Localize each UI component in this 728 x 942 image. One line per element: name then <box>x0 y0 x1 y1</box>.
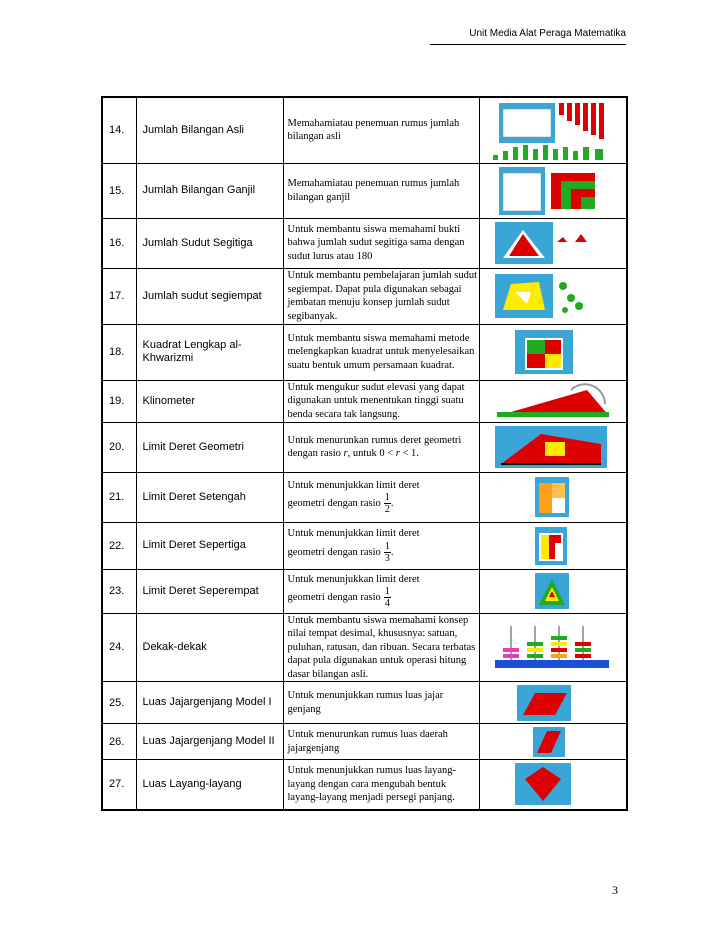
media-picture <box>479 613 627 682</box>
media-description: Untuk membantu siswa memahami metode melengkapkan kuadrat untuk menyelesaikan suatu bentuk umum persamaan kuadrat. <box>283 324 479 380</box>
media-picture <box>479 97 627 163</box>
fraction: $\frac{1}{4}$ <box>384 586 390 610</box>
row-number: 21. <box>102 472 136 522</box>
row-number: 20. <box>102 422 136 472</box>
fraction: $\frac{1}{2}$ <box>384 492 390 516</box>
row-number: 19. <box>102 380 136 422</box>
media-picture <box>479 569 627 613</box>
media-picture <box>479 380 627 422</box>
media-name: Luas Jajargenjang Model I <box>136 682 283 724</box>
row-number: 27. <box>102 760 136 810</box>
table-row <box>102 569 627 613</box>
row-number: 15. <box>102 163 136 218</box>
media-name: Jumlah Bilangan Ganjil <box>136 163 283 218</box>
table-row <box>102 218 627 268</box>
media-picture <box>479 163 627 218</box>
media-description: Untuk menurunkan rumus deret geometri dengan rasio r, untuk 0 < r < 1. <box>283 422 479 472</box>
media-name: Luas Layang-layang <box>136 760 283 810</box>
media-description: Untuk menunjukkan limit deret geometri dengan rasio $\frac{1}{3}$ . <box>283 522 479 569</box>
media-picture <box>479 324 627 380</box>
table-row <box>102 682 627 724</box>
row-number: 16. <box>102 218 136 268</box>
media-name: Limit Deret Seperempat <box>136 569 283 613</box>
media-picture <box>479 268 627 324</box>
media-description: Untuk menunjukkan limit deret geometri dengan rasio $\frac{1}{4}$ <box>283 569 479 613</box>
running-header: Unit Media Alat Peraga Matematika <box>469 28 626 39</box>
media-description: Untuk membantu siswa memahami bukti bahwa jumlah sudut segitiga sama dengan sudut lurus atau 180 <box>283 218 479 268</box>
media-picture <box>479 682 627 724</box>
table-row <box>102 268 627 324</box>
media-description: Untuk menunjukkan limit deret geometri dengan rasio $\frac{1}{2}$ . <box>283 472 479 522</box>
table-row <box>102 422 627 472</box>
media-picture <box>479 724 627 760</box>
media-picture <box>479 422 627 472</box>
table-row <box>102 163 627 218</box>
row-number: 24. <box>102 613 136 682</box>
media-picture <box>479 218 627 268</box>
media-name: Kuadrat Lengkap al-Khwarizmi <box>136 324 283 380</box>
media-description: Untuk membantu siswa memahami konsep nilai tempat desimal, khususnya: satuan, puluhan, ratusan, dan ribuan. Secara terbatas dapat pula digunakan untuk operasi hitung dasar bilangan asli. <box>283 613 479 682</box>
media-description: Untuk menunjukkan rumus luas layang-layang dengan cara mengubah bentuk layang-layang menjadi persegi panjang. <box>283 760 479 810</box>
table-row <box>102 472 627 522</box>
media-name: Jumlah Sudut Segitiga <box>136 218 283 268</box>
media-table <box>101 96 628 811</box>
page-number: 3 <box>612 883 618 897</box>
media-description: Untuk menunjukkan rumus luas jajar genjang <box>283 682 479 724</box>
media-name: Jumlah sudut segiempat <box>136 268 283 324</box>
media-description: Untuk mengukur sudut elevasi yang dapat digunakan untuk menentukan tinggi suatu benda secara tak langsung. <box>283 380 479 422</box>
media-name: Luas Jajargenjang Model II <box>136 724 283 760</box>
media-name: Limit Deret Setengah <box>136 472 283 522</box>
table-row <box>102 380 627 422</box>
row-number: 17. <box>102 268 136 324</box>
header-rule <box>430 44 626 45</box>
table-row <box>102 324 627 380</box>
table-row <box>102 97 627 163</box>
media-description: Untuk membantu pembelajaran jumlah sudut segiempat. Dapat pula digunakan sebagai jembatan menuju konsep jumlah sudut segibanyak. <box>283 268 479 324</box>
fraction: $\frac{1}{3}$ <box>384 540 390 564</box>
media-name: Klinometer <box>136 380 283 422</box>
media-picture <box>479 760 627 810</box>
row-number: 26. <box>102 724 136 760</box>
table-row <box>102 724 627 760</box>
table-row <box>102 522 627 569</box>
table-row <box>102 760 627 810</box>
row-number: 18. <box>102 324 136 380</box>
row-number: 25. <box>102 682 136 724</box>
table-row <box>102 613 627 682</box>
media-picture <box>479 522 627 569</box>
row-number: 14. <box>102 97 136 163</box>
media-name: Limit Deret Sepertiga <box>136 522 283 569</box>
media-description: Untuk menurunkan rumus luas daerah jajargenjang <box>283 724 479 760</box>
media-picture <box>479 472 627 522</box>
row-number: 22. <box>102 522 136 569</box>
row-number: 23. <box>102 569 136 613</box>
media-name: Limit Deret Geometri <box>136 422 283 472</box>
media-description: Memahamiatau penemuan rumus jumlah bilangan ganjil <box>283 163 479 218</box>
media-name: Dekak-dekak <box>136 613 283 682</box>
media-name: Jumlah Bilangan Asli <box>136 97 283 163</box>
media-description: Memahamiatau penemuan rumus jumlah bilangan asli <box>283 97 479 163</box>
